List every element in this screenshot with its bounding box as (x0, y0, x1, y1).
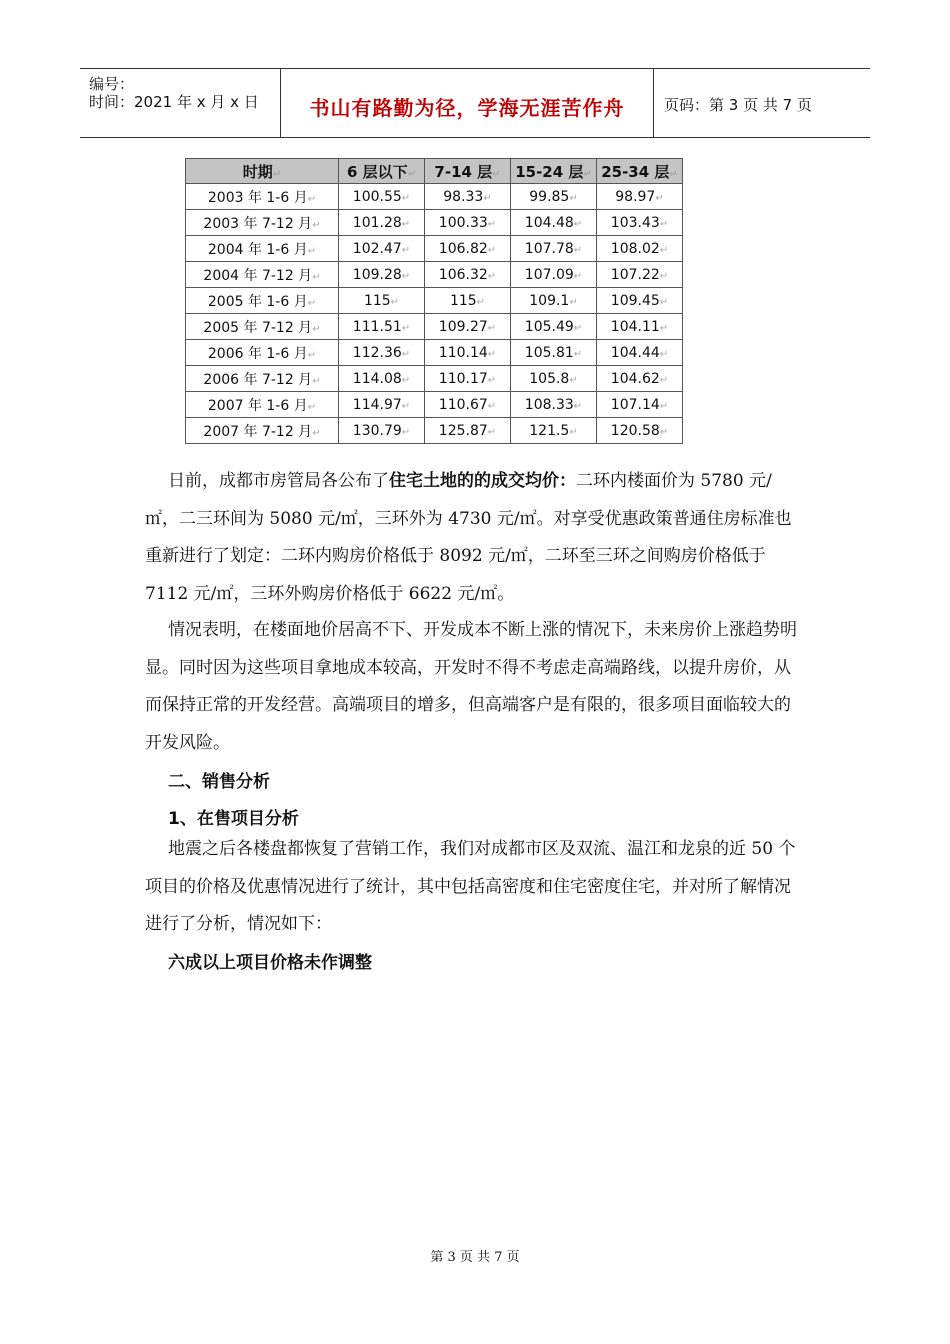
index-value-cell: 98.97↵ (597, 184, 683, 210)
index-value-cell: 112.36↵ (339, 340, 425, 366)
page-footer: 第 3 页 共 7 页 (430, 1250, 520, 1265)
index-value-cell: 106.32↵ (425, 262, 511, 288)
index-value-cell: 110.67↵ (425, 392, 511, 418)
index-value-cell: 109.1↵ (511, 288, 597, 314)
trend-paragraph (145, 612, 805, 762)
index-value-cell: 110.14↵ (425, 340, 511, 366)
table-row (186, 366, 683, 392)
period-cell: 2007 年 7-12 月↵ (186, 418, 339, 444)
table-row (186, 314, 683, 340)
period-cell: 2003 年 7-12 月↵ (186, 210, 339, 236)
index-value-cell: 109.28↵ (339, 262, 425, 288)
period-cell: 2004 年 7-12 月↵ (186, 262, 339, 288)
header-below-6: 6 层以下↵ (339, 159, 425, 184)
index-value-cell: 109.45↵ (597, 288, 683, 314)
period-cell: 2003 年 1-6 月↵ (186, 184, 339, 210)
subsection-heading-onsale: 1、在售项目分析 (168, 809, 299, 829)
index-value-cell: 105.8↵ (511, 366, 597, 392)
index-value-cell: 107.78↵ (511, 236, 597, 262)
paragraph-text: 二环内楼面价为 5780 元/㎡，二三环间为 5080 元/㎡，三环外为 4730 元/㎡。对享受优惠政策普通住房标准也重新进行了划定：二环内购房价格低于 8092 元/㎡，二环至三环之间购房价格低于 7112 元/㎡，三环外购房价格低于 6622 元/㎡。 (145, 471, 792, 604)
index-value-cell: 130.79↵ (339, 418, 425, 444)
header-page-cell (654, 69, 870, 137)
table-header-row (186, 159, 683, 184)
header-motto: 书山有路勤为径，学海无涯苦作舟 (309, 96, 625, 120)
index-value-cell: 108.33↵ (511, 392, 597, 418)
table-row (186, 210, 683, 236)
index-value-cell: 120.58↵ (597, 418, 683, 444)
index-value-cell: 115↵ (339, 288, 425, 314)
index-value-cell: 103.43↵ (597, 210, 683, 236)
index-value-cell: 107.22↵ (597, 262, 683, 288)
index-value-cell: 104.11↵ (597, 314, 683, 340)
header-info-cell (80, 69, 281, 137)
index-value-cell: 111.51↵ (339, 314, 425, 340)
index-value-cell: 100.55↵ (339, 184, 425, 210)
period-cell: 2007 年 1-6 月↵ (186, 392, 339, 418)
index-value-cell: 104.62↵ (597, 366, 683, 392)
period-cell: 2006 年 1-6 月↵ (186, 340, 339, 366)
index-value-cell: 109.27↵ (425, 314, 511, 340)
subheading-price-unchanged: 六成以上项目价格未作调整 (168, 953, 372, 973)
document-number-label: 编号： (89, 75, 135, 93)
survey-paragraph (145, 831, 805, 944)
index-value-cell: 105.81↵ (511, 340, 597, 366)
period-cell: 2004 年 1-6 月↵ (186, 236, 339, 262)
period-cell: 2005 年 1-6 月↵ (186, 288, 339, 314)
index-value-cell: 104.48↵ (511, 210, 597, 236)
period-cell: 2006 年 7-12 月↵ (186, 366, 339, 392)
table-row (186, 418, 683, 444)
header-motto-cell (281, 69, 654, 137)
period-cell: 2005 年 7-12 月↵ (186, 314, 339, 340)
index-value-cell: 107.14↵ (597, 392, 683, 418)
index-value-cell: 121.5↵ (511, 418, 597, 444)
index-value-cell: 108.02↵ (597, 236, 683, 262)
index-value-cell: 101.28↵ (339, 210, 425, 236)
index-value-cell: 125.87↵ (425, 418, 511, 444)
index-value-cell: 99.85↵ (511, 184, 597, 210)
header-15-24: 15-24 层↵ (511, 159, 597, 184)
section-heading-sales: 二、销售分析 (168, 772, 270, 792)
table-body (186, 184, 683, 444)
land-price-paragraph (145, 463, 805, 613)
table-row (186, 184, 683, 210)
index-value-cell: 100.33↵ (425, 210, 511, 236)
index-value-cell: 104.44↵ (597, 340, 683, 366)
table-row (186, 392, 683, 418)
index-value-cell: 114.97↵ (339, 392, 425, 418)
index-value-cell: 102.47↵ (339, 236, 425, 262)
index-value-cell: 98.33↵ (425, 184, 511, 210)
index-value-cell: 114.08↵ (339, 366, 425, 392)
table-row (186, 236, 683, 262)
table-row (186, 288, 683, 314)
paragraph-text: 情况表明，在楼面地价居高不下、开发成本不断上涨的情况下，未来房价上涨趋势明显。同时因为这些项目拿地成本较高，开发时不得不考虑走高端路线，以提升房价，从而保持正常的开发经营。高端项目的增多，但高端客户是有限的，很多项目面临较大的开发风险。 (145, 620, 797, 753)
price-index-table (185, 158, 683, 444)
page-header (80, 68, 870, 138)
paragraph-text: 日前，成都市房管局各公布了 (168, 471, 389, 491)
document-date-label: 时间：2021 年 x 月 x 日 (89, 93, 259, 111)
index-value-cell: 115↵ (425, 288, 511, 314)
bold-phrase: 住宅土地的的成交均价： (389, 471, 576, 491)
page-number-label: 页码：第 3 页 共 7 页 (664, 96, 812, 114)
header-25-34: 25-34 层↵ (597, 159, 683, 184)
index-value-cell: 110.17↵ (425, 366, 511, 392)
index-value-cell: 106.82↵ (425, 236, 511, 262)
table-row (186, 340, 683, 366)
header-period: 时期↵ (186, 159, 339, 184)
table-row (186, 262, 683, 288)
index-value-cell: 107.09↵ (511, 262, 597, 288)
index-value-cell: 105.49↵ (511, 314, 597, 340)
header-7-14: 7-14 层↵ (425, 159, 511, 184)
paragraph-text: 地震之后各楼盘都恢复了营销工作，我们对成都市区及双流、温江和龙泉的近 50 个项目的价格及优惠情况进行了统计，其中包括高密度和住宅密度住宅，并对所了解情况进行了分析，情况如下： (145, 839, 796, 934)
